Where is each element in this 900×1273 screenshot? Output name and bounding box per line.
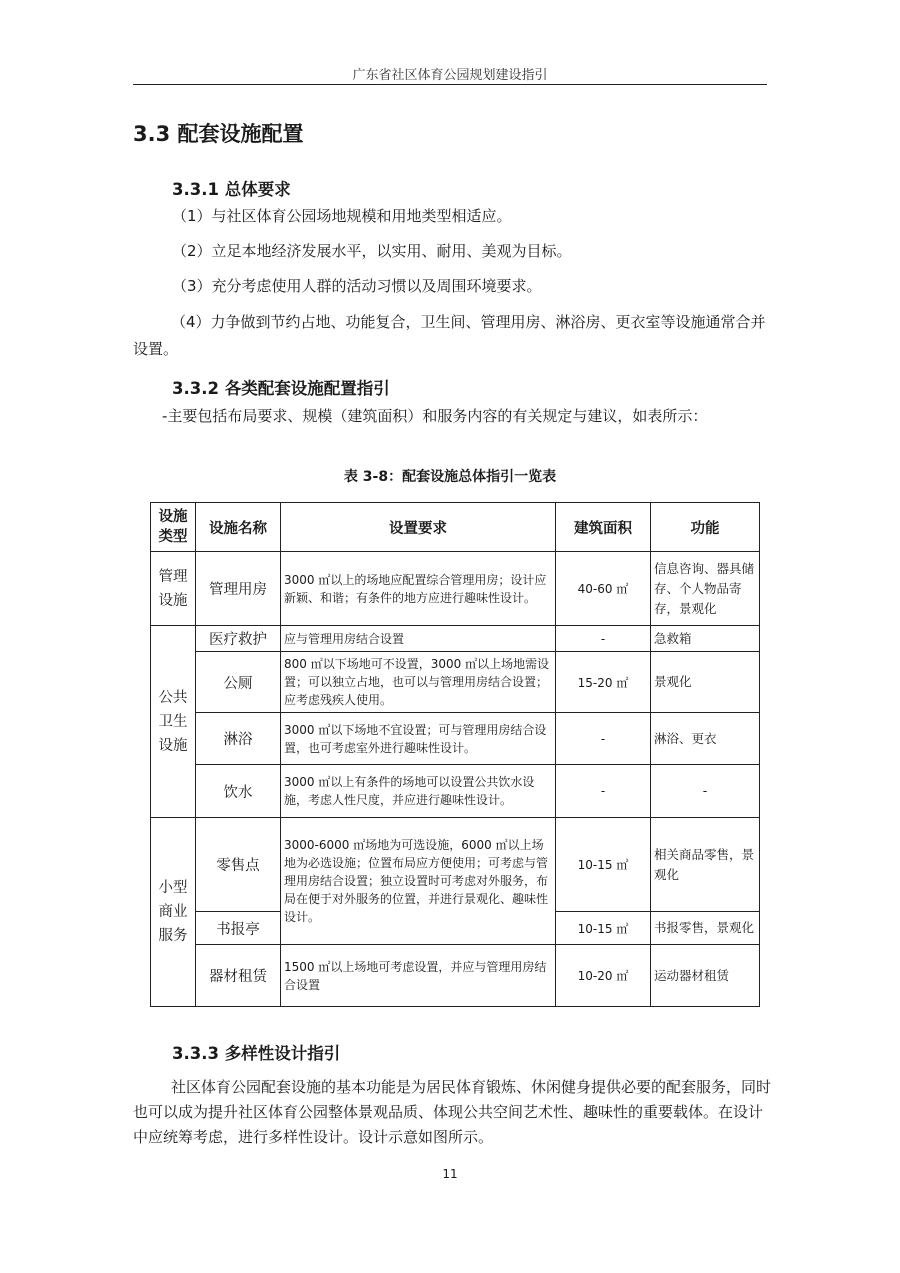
running-header: 广东省社区体育公园规划建设指引 [352, 68, 548, 83]
facility-req: 3000 ㎡以下场地不宜设置；可与管理用房结合设置，也可考虑室外进行趣味性设计。 [281, 713, 556, 765]
facility-name: 管理用房 [196, 552, 281, 626]
facility-req: 应与管理用房结合设置 [281, 626, 556, 652]
facility-area: - [556, 713, 651, 765]
header-name: 设施名称 [196, 503, 281, 552]
facility-area: 40-60 ㎡ [556, 552, 651, 626]
table-row [151, 765, 760, 818]
facility-req: 3000 ㎡以上有条件的场地可以设置公共饮水设施，考虑人性尺度，并应进行趣味性设计。 [281, 765, 556, 818]
facility-req: 800 ㎡以下场地可不设置，3000 ㎡以上场地需设置；可以独立占地，也可以与管理用房结合设置；应考虑残疾人使用。 [281, 652, 556, 713]
subsection-title-331: 3.3.1 总体要求 [172, 180, 291, 199]
header-rule [133, 84, 767, 85]
facility-func: 淋浴、更衣 [651, 713, 760, 765]
facility-func: 书报零售，景观化 [651, 912, 760, 945]
facility-name: 器材租赁 [196, 945, 281, 1007]
page-number: 11 [442, 1167, 458, 1181]
facility-name: 书报亭 [196, 912, 281, 945]
requirement-item-2: （2）立足本地经济发展水平，以实用、耐用、美观为目标。 [172, 242, 572, 260]
header-area: 建筑面积 [556, 503, 651, 552]
header-type: 设施类型 [151, 503, 196, 552]
facility-area: - [556, 626, 651, 652]
facility-name: 零售点 [196, 818, 281, 912]
group-small-commerce: 小型商业服务 [151, 818, 196, 1007]
facility-area: - [556, 765, 651, 818]
header-func: 功能 [651, 503, 760, 552]
facility-func: 相关商品零售，景观化 [651, 818, 760, 912]
facility-area: 15-20 ㎡ [556, 652, 651, 713]
group-public-hygiene: 公共卫生设施 [151, 626, 196, 818]
facility-func: - [651, 765, 760, 818]
table-intro: -主要包括布局要求、规模（建筑面积）和服务内容的有关规定与建议，如表所示： [162, 407, 708, 425]
table-caption: 表 3-8：配套设施总体指引一览表 [343, 469, 557, 485]
subsection-title-332: 3.3.2 各类配套设施配置指引 [172, 379, 390, 398]
facility-req: 3000-6000 ㎡场地为可选设施，6000 ㎡以上场地为必选设施；位置布局应方便使用；可考虑与管理用房结合设置；独立设置时可考虑对外服务，布局在便于对外服务的位置，并进行景观化、趣味性设计。 [281, 818, 556, 945]
facility-area: 10-15 ㎡ [556, 818, 651, 912]
facilities-table [150, 502, 760, 1007]
table-row [151, 945, 760, 1007]
requirement-item-3: （3）充分考虑使用人群的活动习惯以及周围环境要求。 [172, 277, 542, 295]
facility-name: 饮水 [196, 765, 281, 818]
facility-area: 10-15 ㎡ [556, 912, 651, 945]
facility-name: 淋浴 [196, 713, 281, 765]
facility-req: 3000 ㎡以上的场地应配置综合管理用房；设计应新颖、和谐；有条件的地方应进行趣味性设计。 [281, 552, 556, 626]
requirement-item-4: （4）力争做到节约占地、功能复合，卫生间、管理用房、淋浴房、更衣室等设施通常合并设置。 [133, 313, 766, 358]
facility-name: 公厕 [196, 652, 281, 713]
facility-func: 景观化 [651, 652, 760, 713]
section-title: 3.3 配套设施配置 [133, 122, 304, 146]
table-header-row [151, 503, 760, 552]
subsection-title-333: 3.3.3 多样性设计指引 [172, 1044, 341, 1063]
table-row [151, 713, 760, 765]
header-req: 设置要求 [281, 503, 556, 552]
diversity-paragraph: 社区体育公园配套设施的基本功能是为居民体育锻炼、休闲健身提供必要的配套服务，同时也可以成为提升社区体育公园整体景观品质、体现公共空间艺术性、趣味性的重要载体。在设计中应统筹考虑，进行多样性设计。设计示意如图所示。 [133, 1078, 772, 1146]
facility-name: 医疗救护 [196, 626, 281, 652]
table-row [151, 626, 760, 652]
facility-func: 信息咨询、器具储存、个人物品寄存，景观化 [651, 552, 760, 626]
facility-func: 急救箱 [651, 626, 760, 652]
group-management: 管理设施 [151, 552, 196, 626]
facility-req: 1500 ㎡以上场地可考虑设置，并应与管理用房结合设置 [281, 945, 556, 1007]
facility-func: 运动器材租赁 [651, 945, 760, 1007]
table-row [151, 818, 760, 912]
requirement-item-1: （1）与社区体育公园场地规模和用地类型相适应。 [172, 207, 512, 225]
table-row [151, 552, 760, 626]
facility-area: 10-20 ㎡ [556, 945, 651, 1007]
table-row [151, 652, 760, 713]
